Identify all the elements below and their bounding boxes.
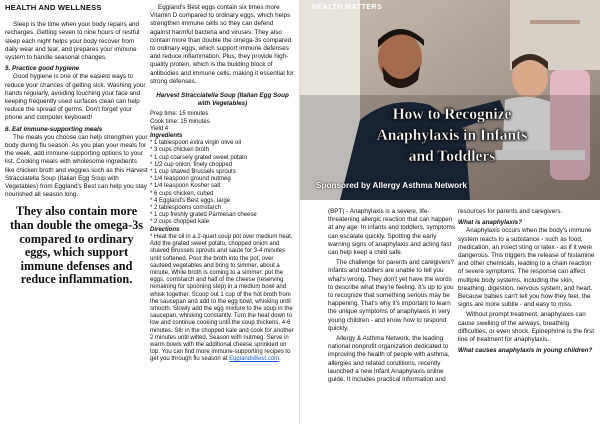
ingredient-item: * 3 cups chicken broth bbox=[150, 147, 210, 154]
what-is-paragraph: Anaphylaxis occurs when the body's immune system reacts to a substance - such as food, medication, an insect sting or latex - as if it were dangerous. This triggers the release of histamine and other chemicals, leading to a chain reaction of severe symptoms. The response can affect multiple body systems, including the skin, breathing, digestion, nervous system, and heart. Because babies can't tell you how they feel, the signs are more subtle - and easy to miss. bbox=[458, 227, 595, 309]
directions-body: * Heat the oil in a 2-quart soup pot over medium heat. Add the grated sweet potato, chopped onion and shaved Brussels sprouts and saute for 3-4 minutes until softened. Pour the broth into the pot, over sauteed vegetables and bring to simmer, about a minute. While broth is coming to a simmer, put the eggs, cornstarch and half of the cheese (reserving remaining for spooning step) in a medium bowl and whisk together. Scoop out 1 cup of the hot broth from the saucepan and add to the egg bowl, whisking until smooth. Slowly add the egg mixture to the soup in the saucepan, whisking constantly. Turn the heat down to low and continue cooking until the soup thickens, 4-6 minutes. Stir in the chopped kale and cook for another 2 minutes until wilted. Season with nutmeg. Serve in warm bowls with the additional cheese sprinkled on top. You can find more immune-supporting recipes to get you through flu season at bbox=[150, 233, 294, 363]
magazine-section-label: HEALTH MATTERS bbox=[312, 4, 383, 11]
pull-quote: They also contain more than double the omega-3s compared to ordinary eggs, which support immune defenses and reduce inflammation. bbox=[9, 204, 144, 287]
left-column-1 bbox=[5, 0, 148, 287]
headline-line: Anaphylaxis in Infants bbox=[376, 127, 528, 144]
intro-paragraph: (BPT) - Anaphylaxis is a severe, life-threatening allergic reaction that can happen at any age. In infants and toddlers, symptoms can escalate quickly. Spotting the early warning signs of anaphylaxis and acting fast can help keep a child safe. bbox=[328, 208, 456, 257]
ingredients-heading: Ingredients bbox=[150, 133, 183, 140]
ingredient-item: * 2 tablespoons cornstarch bbox=[150, 205, 222, 212]
right-column-2 bbox=[458, 208, 596, 355]
directions-text: * Heat the oil in a 2-quart soup pot over medium heat. Add the grated sweet potato, chopped onion and shaved Brussels sprouts and saute for 3-4 minutes until softened. Pour the broth into the pot, over sauteed vegetables and bring to simmer, about a minute. While broth is coming to a simmer, put the eggs, cornstarch and half of the cheese (reserving remaining for spooning step) in a medium bowl and whisk together. Scoop out 1 cup of the hot broth from the saucepan and add to the egg bowl, whisking until smooth. Slowly add the egg mixture to the soup in the saucepan, whisking constantly. Turn the heat down to low and continue cooking until the soup thickens, 4-6 minutes. Stir in the chopped kale and cook for another 2 minutes until wilted. Season with nutmeg. Serve in warm bowls with the additional cheese sprinkled on top. You can find more immune-supporting recipes to get you through flu season at EgglandsBest.com. bbox=[150, 233, 294, 363]
ingredient-item: * 1 cup coarsely grated sweet potato bbox=[150, 154, 248, 161]
network-paragraph: Allergy & Asthma Network, the leading national nonprofit organization dedicated to improving the health of people with asthma, allergies and related conditions, recently launched a new Infant Anaphylaxis online guide. It includes practical information and bbox=[328, 335, 450, 384]
recipe-yield: Yield 4 bbox=[150, 125, 169, 132]
meals-heading: 6. Eat immune-supporting meals bbox=[5, 125, 103, 133]
recipe-title: Harvest Stracciatella Soup (Italian Egg Soup with Vegetables) bbox=[156, 92, 289, 108]
right-page bbox=[300, 0, 600, 424]
hygiene-heading: 5. Practice good hygiene bbox=[5, 65, 80, 73]
resources-paragraph: resources for parents and caregivers. bbox=[458, 208, 563, 215]
ingredient-item: * 1/4 teaspoon ground nutmeg bbox=[150, 176, 231, 183]
sponsor-line: Sponsored by Allergy Asthma Network bbox=[316, 181, 467, 190]
ingredients-list bbox=[150, 140, 295, 226]
ingredient-item: * 1/4 teaspoon Kosher salt bbox=[150, 183, 221, 190]
right-column-1 bbox=[328, 208, 456, 386]
hero-photo bbox=[300, 0, 600, 200]
treatment-paragraph: Without prompt treatment, anaphylaxis can cause swelling of the airways, breathing difficulties, or even shock. Epinephrine is the first line of treatment for anaphylaxis. bbox=[458, 311, 595, 344]
headline-line: How to Recognize bbox=[392, 106, 512, 123]
ingredient-item: * 1 cup shaved Brussels sprouts bbox=[150, 169, 236, 176]
causes-heading: What causes anaphylaxis in young children? bbox=[458, 347, 593, 355]
ingredient-item: * 1 cup freshly grated Parmesan cheese bbox=[150, 212, 257, 219]
ingredient-item: * 2 cups chopped kale bbox=[150, 219, 210, 226]
father-child-illustration bbox=[300, 0, 600, 200]
left-column-2 bbox=[150, 0, 295, 364]
article-headline bbox=[316, 104, 588, 167]
what-is-heading: What is anaphylaxis? bbox=[458, 219, 523, 227]
ingredient-item: * 1 tablespoon extra virgin olive oil bbox=[150, 140, 242, 147]
sleep-paragraph: Sleep is the time when your body repairs and recharges. Getting seven to nine hours of restful sleep each night helps your body recover from daily wear and tear, and prepares your immune system to handle seasonal changes. bbox=[5, 21, 140, 62]
hygiene-paragraph: Good hygiene is one of the easiest ways to reduce your chances of getting sick. Washing your hands regularly, avoiding touching your face and keeping frequently used surfaces clean can help reduce the spread of germs. Don't forget your phone and computer keyboard! bbox=[5, 73, 146, 122]
ingredient-item: * 1/2 cup onion, finely chopped bbox=[150, 161, 233, 168]
directions-heading: Directions bbox=[150, 226, 180, 233]
prep-time: Prep time: 15 minutes bbox=[150, 111, 209, 118]
ingredient-item: * 6 cups chicken, cubed bbox=[150, 190, 214, 197]
eggland-link[interactable]: EgglandsBest.com bbox=[229, 356, 280, 363]
eggs-paragraph: Eggland's Best eggs contain six times more Vitamin D compared to ordinary eggs, which helps strengthen immune cells so they can defend against harmful bacteria and viruses. They also contain more than double the omega-3s compared to ordinary eggs, which support immune defenses and reduce inflammation. Plus, they provide high-quality protein, which is the building block of antibodies and immune cells, making it essential for strong defenses. bbox=[150, 4, 294, 85]
ingredient-item: * 4 Eggland's Best eggs, large bbox=[150, 197, 231, 204]
cook-time: Cook time: 15 minutes bbox=[150, 118, 210, 125]
headline-line: and Toddlers bbox=[408, 148, 496, 165]
section-header: HEALTH AND WELLNESS bbox=[5, 3, 102, 12]
meals-paragraph: The meals you choose can help strengthen your body during flu season. As you plan your meals for the week, add immune-supporting options to your list. Cooking meals with wholesome ingredients like chicken broth and veggies such as this Harvest Stracciatella Soup (Italian Egg Soup with Vegetables) from Eggland's Best can help you stay nourished all season long. bbox=[5, 133, 148, 199]
challenge-paragraph: The challenge for parents and caregivers? Infants and toddlers are unable to tell you what's wrong. They don't yet have the words to describe what they're feeling. It's up to you to recognize that something serious may be happening. That's why it's important to learn the unique symptoms of anaphylaxis in very young children - and know how to respond quickly. bbox=[328, 259, 454, 332]
